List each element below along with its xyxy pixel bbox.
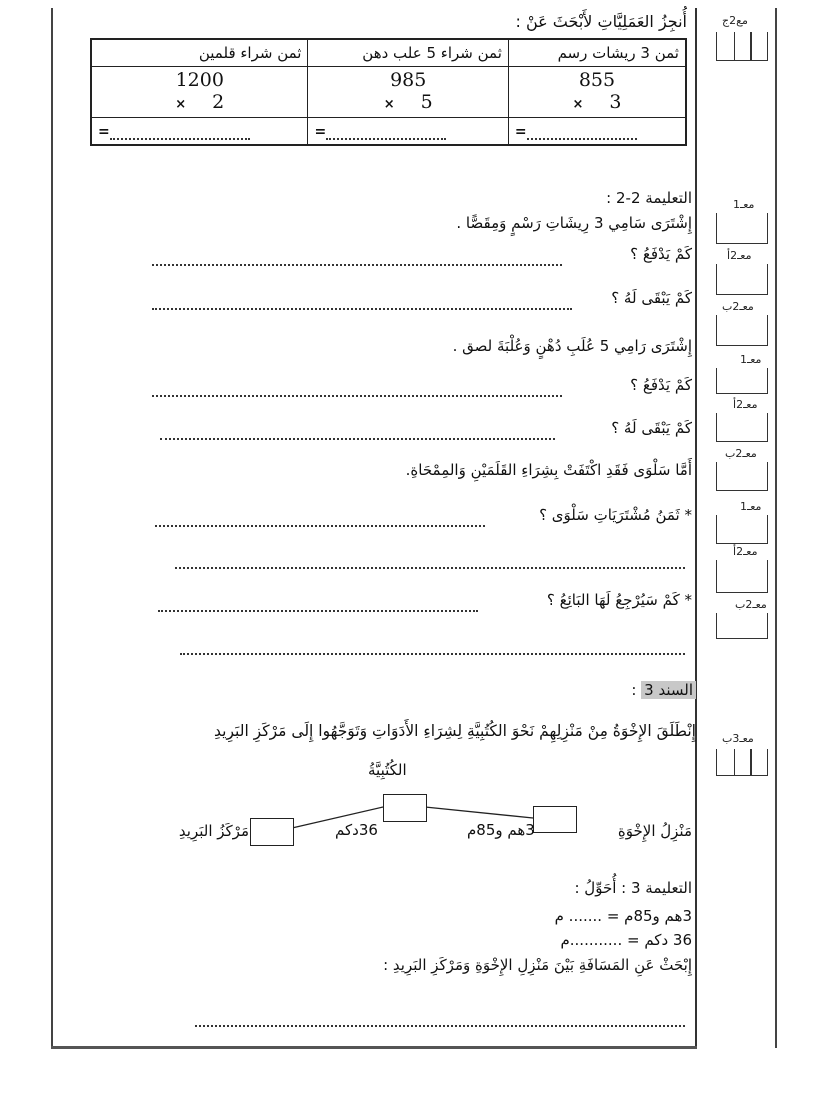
q2-statement: إِشْتَرَى رَامِي 5 عُلَبِ دُهْنٍ وَعُلْبَةَ لصق . [452, 337, 692, 355]
source-label: السند 3 [641, 681, 696, 699]
table-header-brushes: ثمن 3 ريشات رسم [508, 39, 686, 67]
result-field-pencils[interactable]: = [91, 118, 308, 146]
answer-line[interactable] [160, 436, 555, 440]
diagram-label-bookshop: الكُتُبِيَّةُ [368, 761, 407, 779]
multiplicand: 1200 [175, 68, 224, 91]
result-field-paint[interactable]: = [308, 118, 508, 146]
grade-label: معـ2ب [722, 300, 754, 313]
table-header-paint: ثمن شراء 5 علب دهن [308, 39, 508, 67]
grade-box[interactable] [716, 315, 768, 346]
grade-box[interactable] [716, 32, 768, 61]
grade-label: مع2ج [722, 14, 748, 27]
answer-line[interactable] [180, 651, 685, 655]
segment-distance-2: 36دكم [335, 821, 378, 839]
grade-box[interactable] [716, 413, 768, 442]
find-distance-prompt: إِبْحَثْ عَنِ المَسَافَةِ بَيْنَ مَنْزِلِ الإِخْوَةِ وَمَرْكَزِ البَرِيدِ : [383, 956, 692, 974]
q3-change-question: * كَمْ سَيُرْجِعُ لَهَا البَائِعُ ؟ [546, 591, 692, 609]
multiplier: 5 [420, 90, 433, 113]
grade-box[interactable] [716, 560, 768, 593]
times-sign: × [572, 96, 584, 112]
operation-cell-pencils [91, 67, 308, 118]
diagram-label-post-office: مَرْكَزُ البَرِيدِ [178, 822, 249, 840]
q3-cost-question: * ثَمَنُ مُشْتَرَيَاتِ سَلْوَى ؟ [539, 506, 692, 524]
grade-label: معـ1 [733, 198, 755, 211]
convert-line-2[interactable]: 36 دكم = ...........م [560, 931, 692, 949]
section2-title: التعليمة 2-2 : [606, 189, 692, 207]
page-border-left [51, 8, 53, 1049]
grade-box[interactable] [716, 613, 768, 639]
answer-line[interactable] [195, 1023, 685, 1027]
grade-box[interactable] [716, 264, 768, 295]
table-header-pencils: ثمن شراء قلمين [91, 39, 308, 67]
multiplier: 3 [609, 90, 622, 113]
multiplicand: 985 [390, 68, 427, 91]
multiplicand: 855 [578, 68, 616, 91]
diagram-label-home: مَنْزِلُ الإِخْوَةِ [617, 822, 692, 840]
convert-line-1[interactable]: 3هم و85م = ....... م [554, 907, 692, 925]
grade-box[interactable] [716, 749, 768, 776]
grade-label: معـ3ب [722, 732, 754, 745]
section3-statement: إِنْطَلَقَ الإِخْوَةُ مِنْ مَنْزِلِهِمْ نَحْوَ الكُتُبِيَّةِ لِشِرَاءِ الأَدَوَاتِ وَتَوَجَّهُوا إِلَى مَرْكَزِ البَرِيدِ [214, 722, 696, 740]
grade-box[interactable] [716, 368, 768, 394]
q3-statement: أَمَّا سَلْوَى فَقَدِ اكْتَفَتْ بِشِرَاءِ القَلَمَيْنِ وَالمِمْحَاةِ. [405, 461, 692, 479]
segment-distance-1: 3هم و85م [467, 821, 535, 839]
grade-box[interactable] [716, 515, 768, 544]
section3-title: السند 3 : [631, 680, 696, 700]
q1-remain-question: كَمْ يَبْقَى لَهُ ؟ [611, 289, 692, 307]
bookshop-box[interactable] [383, 794, 427, 822]
operation-cell-paint [308, 67, 508, 118]
operation-cell-brushes [508, 67, 686, 118]
home-box[interactable] [533, 806, 577, 833]
operations-table [90, 38, 687, 146]
grade-label: معـ1 [740, 353, 762, 366]
grade-box[interactable] [716, 213, 768, 244]
grade-label: معـ2أ [727, 249, 752, 262]
grading-margin-line [775, 8, 777, 1048]
q1-pay-question: كَمْ يَدْفَعُ ؟ [630, 245, 692, 263]
answer-line[interactable] [152, 306, 572, 310]
q1-statement: إِشْتَرَى سَامِي 3 رِيشَاتِ رَسْمٍ وَمِقَصًّا . [456, 214, 692, 232]
q2-remain-question: كَمْ يَبْقَى لَهُ ؟ [611, 419, 692, 437]
q2-pay-question: كَمْ يَدْفَعُ ؟ [630, 376, 692, 394]
multiplier: 2 [212, 90, 225, 113]
times-sign: × [175, 96, 187, 112]
grade-label: معـ2أ [733, 398, 758, 411]
grade-label: معـ2ب [725, 447, 757, 460]
page-border-bottom [51, 1046, 697, 1049]
post-office-box[interactable] [250, 818, 294, 846]
page-border-right [695, 8, 697, 1049]
answer-line[interactable] [158, 608, 478, 612]
task3-title: التعليمة 3 : أُحَوِّلُ : [574, 879, 692, 897]
result-field-brushes[interactable]: = [508, 118, 686, 146]
grade-label: معـ1 [740, 500, 762, 513]
times-sign: × [383, 96, 395, 112]
answer-line[interactable] [155, 523, 485, 527]
answer-line[interactable] [152, 262, 562, 266]
answer-line[interactable] [175, 565, 685, 569]
section1-instruction: أُنجِزُ العَمَلِيَّاتِ لأَبْحَثَ عَنْ : [515, 12, 687, 31]
grade-box[interactable] [716, 462, 768, 491]
grade-label: معـ2ب [735, 598, 767, 611]
grade-label: معـ2أ [733, 545, 758, 558]
answer-line[interactable] [152, 393, 562, 397]
